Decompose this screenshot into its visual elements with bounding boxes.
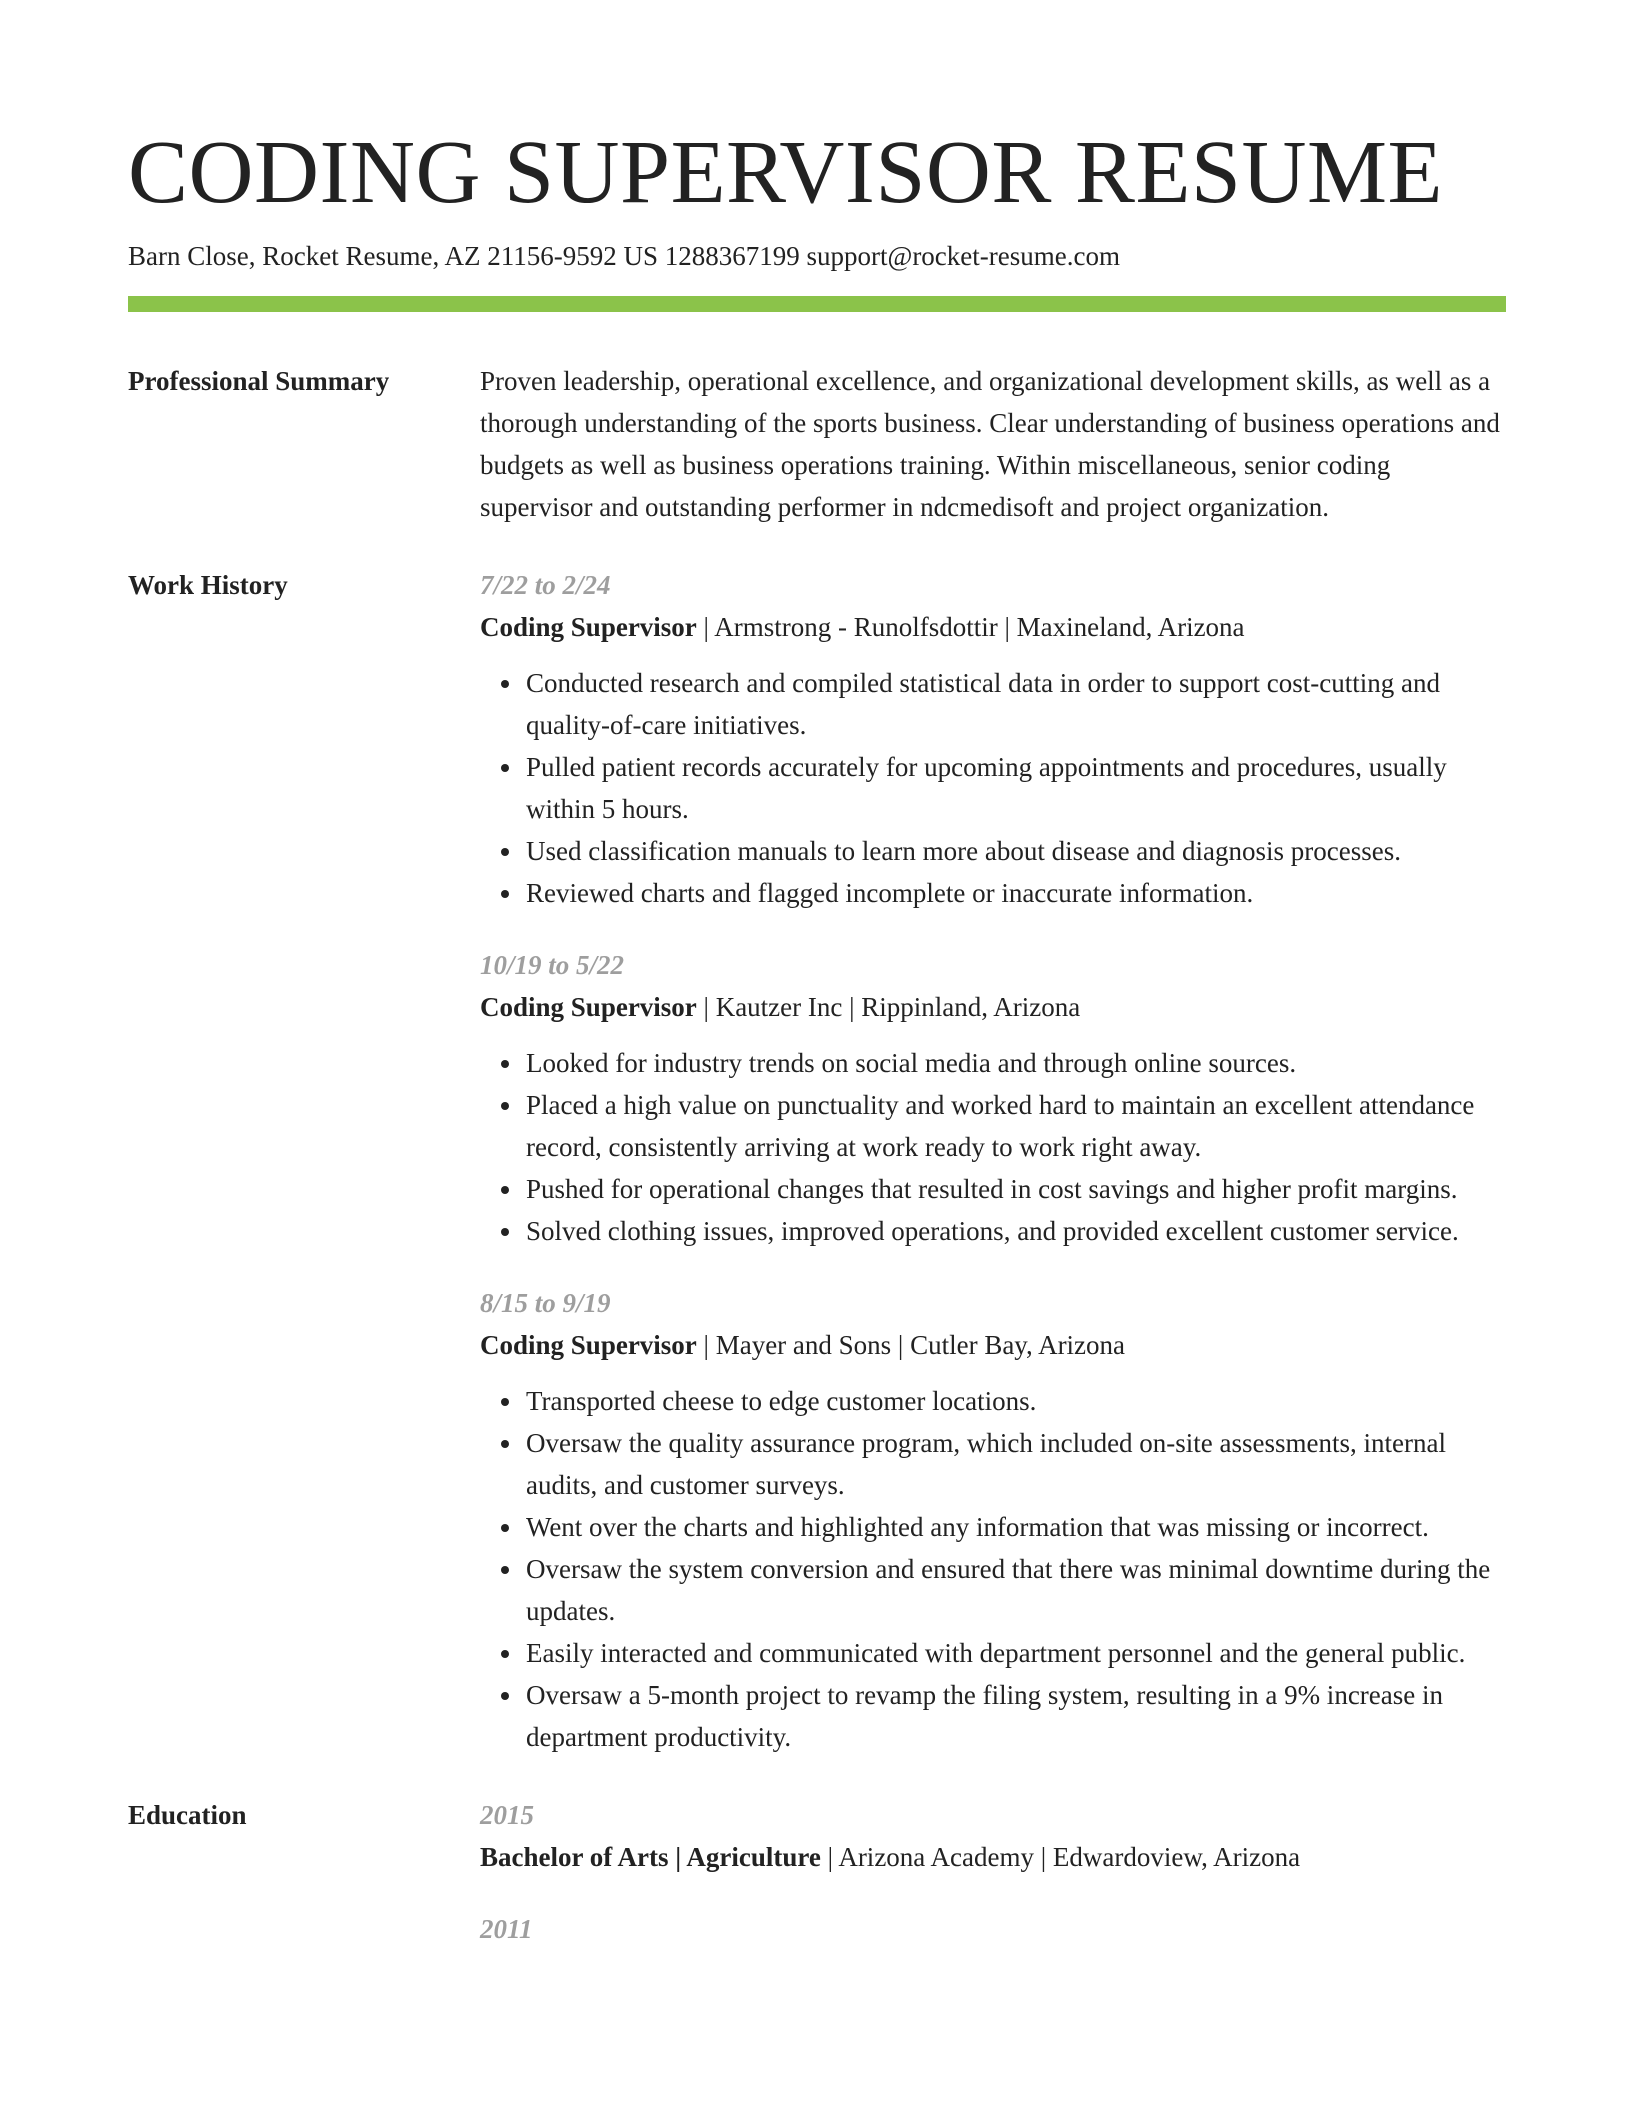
education-details: | Arizona Academy | Edwardoview, Arizona (820, 1842, 1301, 1872)
education-body (480, 1794, 1506, 1950)
job-bullet: • Oversaw the system conversion and ensured that there was minimal downtime during the updates. (524, 1548, 1506, 1632)
job-date: 10/19 to 5/22 (480, 950, 625, 980)
work-history-section (128, 564, 1506, 1758)
job-role: Coding Supervisor (480, 992, 697, 1022)
job-bullets (480, 662, 1506, 914)
job-heading (480, 986, 1506, 1028)
job-bullet: • Transported cheese to edge customer locations. (524, 1380, 1506, 1422)
job-role: Coding Supervisor (480, 612, 697, 642)
job-bullet: • Easily interacted and communicated with department personnel and the general public. (524, 1632, 1506, 1674)
work-history-body (480, 564, 1506, 1758)
education-date: 2015 (480, 1800, 534, 1830)
job-bullet: • Conducted research and compiled statistical data in order to support cost-cutting and quality-of-care initiatives. (524, 662, 1506, 746)
job-date: 7/22 to 2/24 (480, 570, 611, 600)
education-date: 2011 (480, 1914, 533, 1944)
job-role: Coding Supervisor (480, 1330, 697, 1360)
professional-summary-section (128, 360, 1506, 528)
section-label-summary: Professional Summary (128, 366, 390, 396)
section-label-education: Education (128, 1800, 247, 1830)
education-degree: Bachelor of Arts | Agriculture (480, 1842, 821, 1872)
job-entry (480, 1282, 1506, 1758)
job-details: | Kautzer Inc | Rippinland, Arizona (696, 992, 1081, 1022)
job-entry (480, 944, 1506, 1252)
section-label-work: Work History (128, 570, 288, 600)
job-bullets (480, 1380, 1506, 1758)
job-bullet: • Placed a high value on punctuality and worked hard to maintain an excellent attendance record, consistently arriving at work ready to work right away. (524, 1084, 1506, 1168)
job-details: | Armstrong - Runolfsdottir | Maxineland, Arizona (696, 612, 1245, 642)
job-bullet: • Went over the charts and highlighted any information that was missing or incorrect. (524, 1506, 1506, 1548)
resume-title: CODING SUPERVISOR RESUME (128, 123, 1443, 222)
job-bullet: • Oversaw a 5-month project to revamp the filing system, resulting in a 9% increase in department productivity. (524, 1674, 1506, 1758)
job-bullet: • Looked for industry trends on social media and through online sources. (524, 1042, 1506, 1084)
job-heading (480, 606, 1506, 648)
contact-line: Barn Close, Rocket Resume, AZ 21156-9592 US 1288367199 support@rocket-resume.com (128, 241, 1120, 271)
education-heading (480, 1836, 1506, 1878)
job-details: | Mayer and Sons | Cutler Bay, Arizona (696, 1330, 1126, 1360)
education-section (128, 1794, 1506, 1950)
job-bullet: • Solved clothing issues, improved operations, and provided excellent customer service. (524, 1210, 1506, 1252)
job-entry (480, 564, 1506, 914)
job-bullet: • Pushed for operational changes that resulted in cost savings and higher profit margins. (524, 1168, 1506, 1210)
job-bullet: • Oversaw the quality assurance program, which included on-site assessments, internal audits, and customer surveys. (524, 1422, 1506, 1506)
job-bullet: • Reviewed charts and flagged incomplete or inaccurate information. (524, 872, 1506, 914)
education-entry (480, 1794, 1506, 1878)
job-bullets (480, 1042, 1506, 1252)
accent-divider (128, 296, 1506, 312)
job-date: 8/15 to 9/19 (480, 1288, 611, 1318)
summary-text: Proven leadership, operational excellence, and organizational development skills, as well as a thorough understanding of the sports business. Clear understanding of business operations and budgets as well as business operations training. Within miscellaneous, senior coding supervisor and outstanding performer in ndcmedisoft and project organization. (480, 366, 1500, 522)
job-heading (480, 1324, 1506, 1366)
education-entry (480, 1908, 1506, 1950)
summary-body (480, 360, 1506, 528)
resume-page (128, 118, 1506, 1950)
job-bullet: • Pulled patient records accurately for upcoming appointments and procedures, usually within 5 hours. (524, 746, 1506, 830)
job-bullet: • Used classification manuals to learn more about disease and diagnosis processes. (524, 830, 1506, 872)
